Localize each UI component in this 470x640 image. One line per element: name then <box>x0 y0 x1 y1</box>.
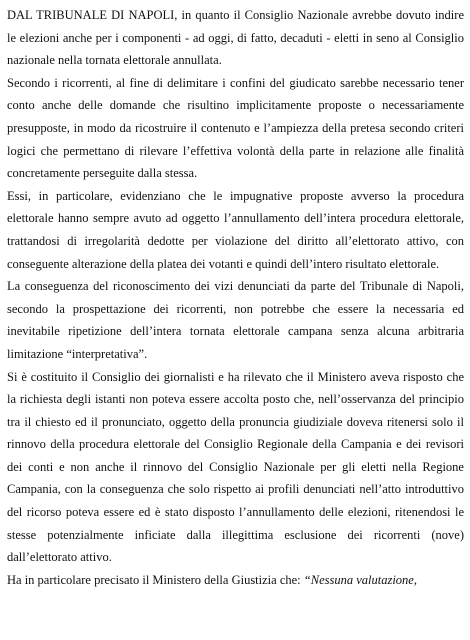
paragraph-4-text: La conseguenza del riconoscimento dei vizi denunciati da parte del Tribunale di Napoli, secondo la prospettazione dei ricorrenti, non potrebbe che essere la necessaria ed inevitabile ripetizione dell’intera tornata elettorale campana senza alcuna arbitraria limitazione “interpretativa”. <box>7 279 464 361</box>
paragraph-6-quote: “Nessuna valutazione, <box>303 572 417 587</box>
paragraph-5-text: Si è costituito il Consiglio dei giornalisti e ha rilevato che il Ministero aveva risposto che la richiesta degli istanti non poteva essere accolta posto che, nell’osservanza del principio tra il chiesto ed il pronunciato, oggetto della pronuncia giudiziale doveva ritenersi solo il rinnovo della procedura elettorale del Consiglio Regionale della Campania e dei revisori dei conti e non anche il rinnovo del Consiglio Nazionale per gli eletti nella Regione Campania, con la conseguenza che solo rispetto ai profili denunciati nell’atto introduttivo del ricorso poteva essere ed è stato disposto l’annullamento delle elezioni, ritenendosi le stesse potenzialmente inficiate dalla illegittima esclusione dei ricorrenti (nove) dall’elettorato attivo. <box>7 369 464 565</box>
paragraph-3-text: Essi, in particolare, evidenziano che le impugnative proposte avverso la procedura elettorale hanno sempre avuto ad oggetto l’annullamento dell’intera procedura elettorale, trattandosi di irregolarità dedotte per violazione del diritto all’elettorato attivo, con conseguente alterazione della platea dei votanti e quindi dell’intero risultato elettorale. <box>7 188 464 271</box>
paragraph-5 <box>7 366 464 569</box>
paragraph-1-text: DAL TRIBUNALE DI NAPOLI, in quanto il Consiglio Nazionale avrebbe dovuto indire le elezioni anche per i componenti - ad oggi, di fatto, decaduti - eletti in seno al Consiglio nazionale nella tornata elettorale annullata. <box>7 8 464 68</box>
paragraph-2-text: Secondo i ricorrenti, al fine di delimitare i confini del giudicato sarebbe necessario tener conto anche delle domande che risultino implicitamente proposte o necessariamente presupposte, in modo da ricostruire il contenuto e l’ampiezza della pretesa secondo criteri logici che permettano di rilevare l’effettiva volontà della parte in relazione alle finalità concretamente perseguite dalla stessa. <box>7 75 464 181</box>
paragraph-4 <box>7 275 464 365</box>
paragraph-3 <box>7 185 464 275</box>
paragraph-6-text: Ha in particolare precisato il Ministero della Giustizia che: <box>7 572 304 587</box>
paragraph-6 <box>7 569 464 592</box>
paragraph-2 <box>7 72 464 185</box>
paragraph-1 <box>7 4 464 72</box>
